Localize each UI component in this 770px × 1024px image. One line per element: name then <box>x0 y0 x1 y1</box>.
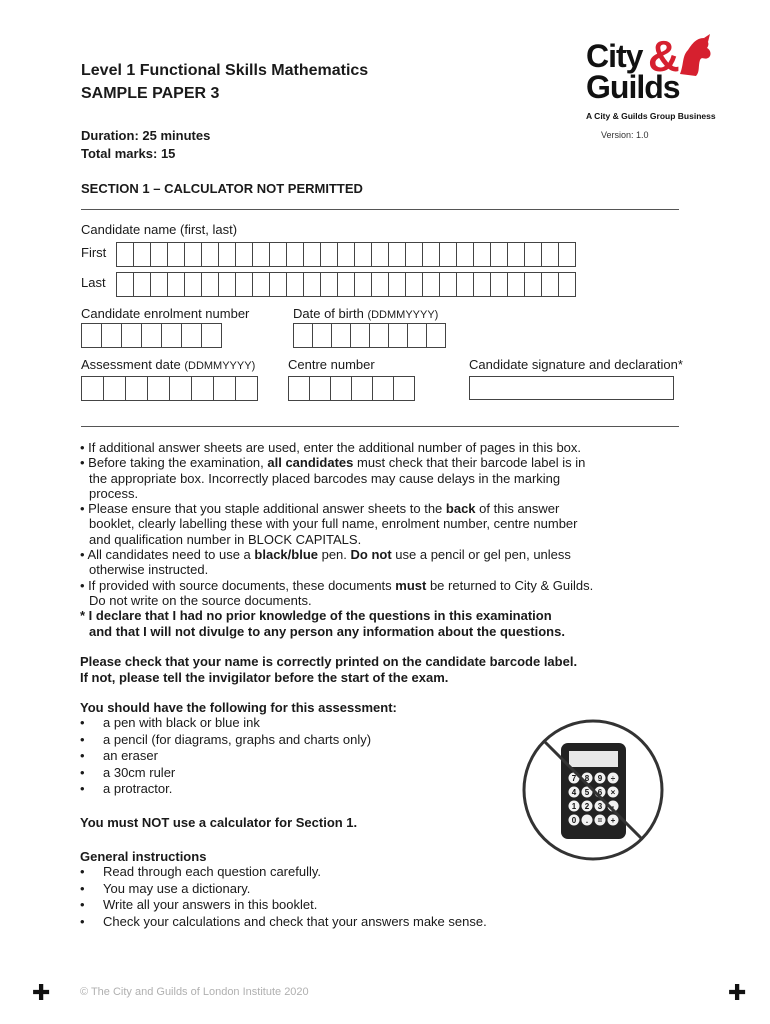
calculator-key-label: + <box>610 816 616 825</box>
calculator-key-label: 4 <box>571 788 577 797</box>
declaration-line2: and that I will not divulge to any person any information about the questions. <box>89 623 565 639</box>
general-list <box>80 864 600 930</box>
candidate-name-label: Candidate name (first, last) <box>81 222 238 237</box>
enrolment-boxes[interactable] <box>81 323 221 348</box>
assessment-date-label <box>81 357 255 372</box>
paper-subtitle: SAMPLE PAPER 3 <box>81 85 220 102</box>
note-staple-bold: back <box>445 501 476 517</box>
note-staple-cont2: and qualification number in BLOCK CAPITALS. <box>89 531 362 547</box>
no-calculator-icon <box>518 715 668 865</box>
equipment-item: • a pen with black or blue ink <box>80 715 500 732</box>
logo-tagline: A City & Guilds Group Business <box>586 111 716 121</box>
note-barcode-a: • Before taking the examination, <box>80 455 268 471</box>
barcode-check-line1: Please check that your name is correctly printed on the candidate barcode label. <box>80 654 578 669</box>
version-label: Version: 1.0 <box>601 130 649 140</box>
calculator-key-label: × <box>610 788 616 797</box>
logo-ampersand: & <box>648 32 680 81</box>
calculator-key-label: 2 <box>584 802 590 811</box>
section-heading: SECTION 1 – CALCULATOR NOT PERMITTED <box>81 181 363 196</box>
equipment-list <box>80 715 500 798</box>
note-source <box>80 578 680 593</box>
first-name-boxes[interactable] <box>116 242 575 267</box>
calculator-warning: You must NOT use a calculator for Section 1. <box>80 815 358 830</box>
note-barcode-bold: all candidates <box>267 455 354 471</box>
note-staple-cont1: booklet, clearly labelling these with your full name, enrolment number, centre number <box>89 516 578 532</box>
form-divider <box>81 426 679 427</box>
note-barcode-cont2: process. <box>89 485 139 501</box>
assessment-date-format: (DDMMYYYY) <box>184 360 256 372</box>
calculator-key-label: 0 <box>571 816 577 825</box>
equipment-item: • a protractor. <box>80 781 500 798</box>
equipment-item: • a 30cm ruler <box>80 765 500 782</box>
city-guilds-logo <box>586 32 716 128</box>
note-barcode-b: must check that their barcode label is in <box>353 455 586 471</box>
dob-label-text: Date of birth <box>293 306 364 321</box>
calculator-screen <box>569 751 618 767</box>
general-item: • You may use a dictionary. <box>80 881 600 898</box>
calculator-key-label: = <box>597 816 603 825</box>
crosshair-right-icon: ✚ <box>728 980 747 1005</box>
total-marks: Total marks: 15 <box>81 146 176 161</box>
note-staple-a: • Please ensure that you staple additional answer sheets to the <box>80 501 446 517</box>
calculator-key-label: ÷ <box>610 774 616 783</box>
calculator-key-label: 7 <box>571 774 577 783</box>
note-pen-cont: otherwise instructed. <box>89 562 209 578</box>
note-staple-b: of this answer <box>475 501 560 517</box>
last-name-label: Last <box>81 275 106 290</box>
copyright-footer: © The City and Guilds of London Institute 2020 <box>80 986 309 998</box>
note-staple <box>80 501 680 516</box>
calculator-key-label: 6 <box>597 788 603 797</box>
centre-number-boxes[interactable] <box>288 376 414 401</box>
calculator-key-label: . <box>585 816 589 825</box>
dob-boxes[interactable] <box>293 323 445 348</box>
note-pen-bold2: Do not <box>350 547 392 563</box>
note-pen <box>80 547 680 562</box>
general-item: • Write all your answers in this booklet. <box>80 897 600 914</box>
note-pen-b: pen. <box>317 547 351 563</box>
note-pen-bold1: black/blue <box>254 547 318 563</box>
note-pen-a: • All candidates need to use a <box>80 547 255 563</box>
calculator-key-label: 8 <box>584 774 590 783</box>
declaration-line1: * I declare that I had no prior knowledge of the questions in this examination <box>80 608 552 624</box>
last-name-boxes[interactable] <box>116 272 575 297</box>
note-additional-sheets: • If additional answer sheets are used, enter the additional number of pages in this box. <box>80 440 582 455</box>
note-source-bold: must <box>395 577 427 593</box>
crosshair-left-icon: ✚ <box>32 980 51 1005</box>
assessment-date-text: Assessment date <box>81 357 181 372</box>
general-item: • Check your calculations and check that your answers make sense. <box>80 914 600 931</box>
assessment-date-boxes[interactable] <box>81 376 257 401</box>
duration: Duration: 25 minutes <box>81 128 211 143</box>
note-barcode-cont1: the appropriate box. Incorrectly placed barcodes may cause delays in the marking <box>89 470 561 486</box>
calculator-key-label: - <box>611 802 615 811</box>
logo-word-city: City <box>586 38 643 74</box>
top-divider <box>81 209 679 210</box>
equipment-item: • an eraser <box>80 748 500 765</box>
dob-label <box>293 306 438 321</box>
dob-format: (DDMMYYYY) <box>367 309 439 321</box>
calculator-key-label: 5 <box>584 788 590 797</box>
signature-box[interactable] <box>469 376 674 400</box>
equipment-item: • a pencil (for diagrams, graphs and charts only) <box>80 732 500 749</box>
general-heading: General instructions <box>80 849 207 864</box>
note-source-a: • If provided with source documents, these documents <box>80 577 396 593</box>
instructions-notes <box>80 440 680 639</box>
equipment-heading: You should have the following for this assessment: <box>80 700 397 715</box>
first-name-label: First <box>81 245 107 260</box>
note-barcode <box>80 455 680 470</box>
logo-word-guilds: Guilds <box>586 69 680 105</box>
note-source-cont: Do not write on the source documents. <box>89 592 312 608</box>
logo-lion-icon <box>674 34 714 78</box>
general-item: • Read through each question carefully. <box>80 864 600 881</box>
paper-title: Level 1 Functional Skills Mathematics <box>81 62 369 79</box>
note-pen-c: use a pencil or gel pen, unless <box>391 547 571 563</box>
note-source-b: be returned to City & Guilds. <box>426 577 594 593</box>
signature-label: Candidate signature and declaration* <box>469 357 683 372</box>
calculator-key-label: 3 <box>597 802 603 811</box>
enrolment-label: Candidate enrolment number <box>81 306 250 321</box>
calculator-key-label: 1 <box>571 802 577 811</box>
centre-number-label: Centre number <box>288 357 375 372</box>
calculator-key-label: 9 <box>597 774 603 783</box>
barcode-check-line2: If not, please tell the invigilator before the start of the exam. <box>80 670 449 685</box>
